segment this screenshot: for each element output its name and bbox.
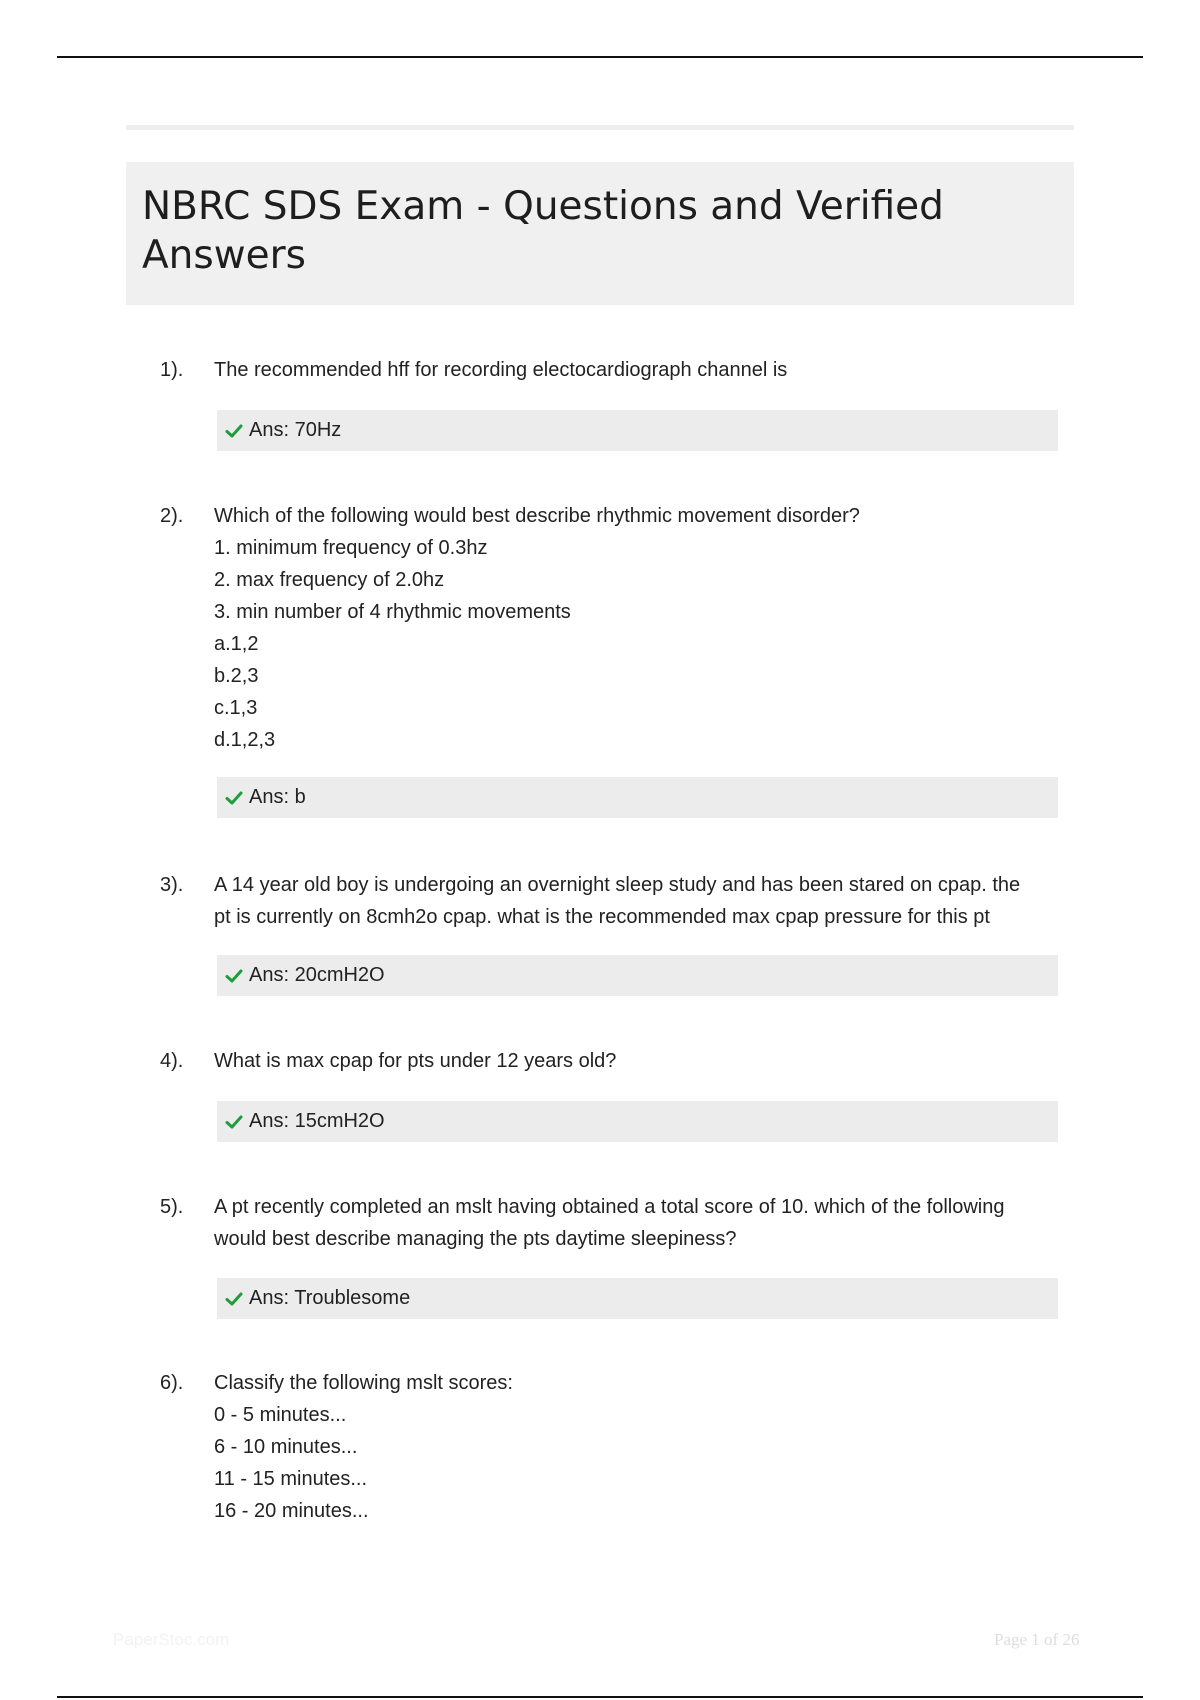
- bottom-rule: [57, 1696, 1143, 1698]
- question-line: Classify the following mslt scores:: [214, 1372, 513, 1394]
- question-line: What is max cpap for pts under 12 years old?: [214, 1050, 617, 1072]
- top-rule: [57, 56, 1143, 58]
- answer-text: Ans: b: [249, 786, 306, 808]
- question-text: [214, 1191, 1060, 1255]
- question-line: A 14 year old boy is undergoing an overnight sleep study and has been stared on cpap. the: [214, 874, 1021, 896]
- question-line: d.1,2,3: [214, 729, 276, 751]
- question-line: 1. minimum frequency of 0.3hz: [214, 537, 488, 559]
- title-banner: [126, 162, 1074, 305]
- answer-box-5: [217, 1278, 1058, 1319]
- check-icon: [225, 1290, 243, 1308]
- answer-box-3: [217, 955, 1058, 996]
- question-line: would best describe managing the pts daytime sleepiness?: [214, 1228, 737, 1250]
- question-text: [214, 869, 1060, 933]
- question-line: Which of the following would best describe rhythmic movement disorder?: [214, 505, 860, 527]
- question-line: 3. min number of 4 rhythmic movements: [214, 601, 571, 623]
- answer-box-4: [217, 1101, 1058, 1142]
- question-line: 11 - 15 minutes...: [214, 1468, 368, 1490]
- check-icon: [225, 422, 243, 440]
- header-divider: [126, 125, 1074, 130]
- answer-text: Ans: 70Hz: [249, 419, 342, 441]
- question-line: pt is currently on 8cmh2o cpap. what is the recommended max cpap pressure for this pt: [214, 906, 990, 928]
- question-text: [214, 500, 1060, 756]
- answer-text: Ans: 15cmH2O: [249, 1110, 385, 1132]
- question-line: A pt recently completed an mslt having obtained a total score of 10. which of the following: [214, 1196, 1005, 1218]
- title-line-1: NBRC SDS Exam - Questions and Verified: [142, 184, 944, 229]
- question-number: 6).: [160, 1372, 184, 1394]
- check-icon: [225, 967, 243, 985]
- question-number: 5).: [160, 1196, 184, 1218]
- question-line: 6 - 10 minutes...: [214, 1436, 358, 1458]
- question-number: 3).: [160, 874, 184, 896]
- check-icon: [225, 1113, 243, 1131]
- question-line: c.1,3: [214, 697, 258, 719]
- question-text: [214, 1367, 1060, 1527]
- question-line: 0 - 5 minutes...: [214, 1404, 347, 1426]
- question-number: 4).: [160, 1050, 184, 1072]
- answer-text: Ans: 20cmH2O: [249, 964, 385, 986]
- question-number: 2).: [160, 505, 184, 527]
- answer-box-2: [217, 777, 1058, 818]
- question-line: 2. max frequency of 2.0hz: [214, 569, 445, 591]
- check-icon: [225, 789, 243, 807]
- footer-watermark: PaperStoc.com: [113, 1630, 230, 1649]
- question-text: [214, 354, 1060, 386]
- question-line: The recommended hff for recording electocardiograph channel is: [214, 359, 788, 381]
- answer-box-1: [217, 410, 1058, 451]
- question-line: 16 - 20 minutes...: [214, 1500, 369, 1522]
- question-number: 1).: [160, 359, 184, 381]
- title-line-2: Answers: [142, 233, 306, 278]
- question-line: a.1,2: [214, 633, 259, 655]
- question-text: [214, 1045, 1060, 1077]
- answer-text: Ans: Troublesome: [249, 1287, 411, 1309]
- question-line: b.2,3: [214, 665, 259, 687]
- document-title: [142, 182, 1058, 280]
- page-number: Page 1 of 26: [994, 1630, 1080, 1649]
